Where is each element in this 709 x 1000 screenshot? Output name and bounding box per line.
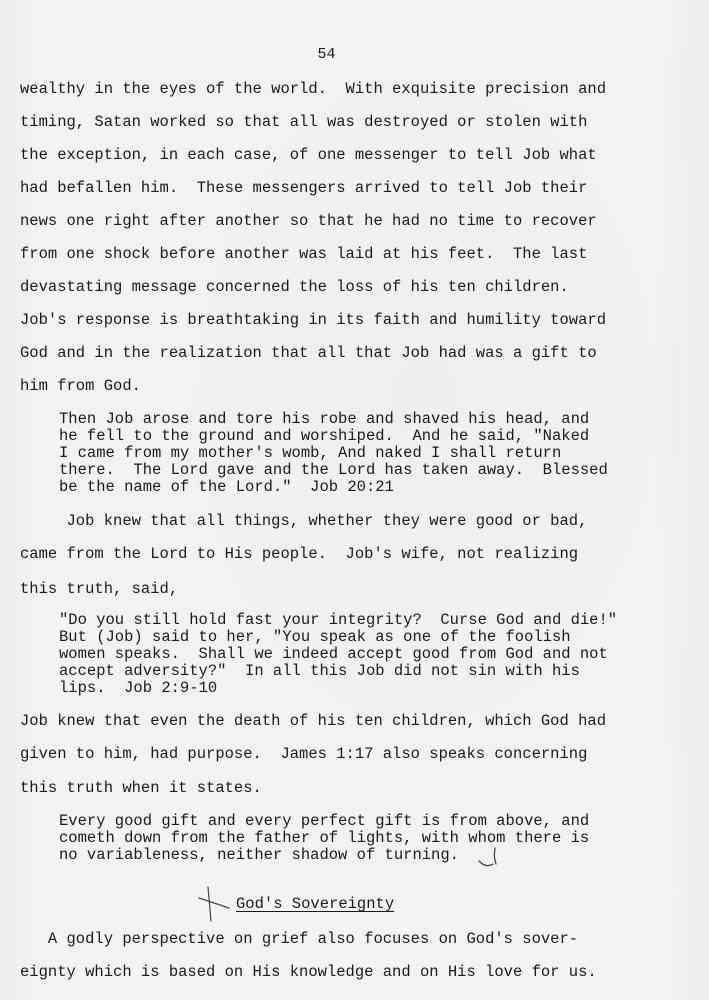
body-line: Job knew that even the death of his ten children, which God had xyxy=(20,712,606,730)
body-line: Job's response is breathtaking in its faith and humility toward xyxy=(20,311,606,329)
body-line: Job knew that all things, whether they were good or bad, xyxy=(20,512,588,530)
pencil-check-mark-icon xyxy=(476,844,502,870)
body-line: the exception, in each case, of one messenger to tell Job what xyxy=(20,146,597,164)
block-quote-line: no variableness, neither shadow of turning. xyxy=(59,846,459,864)
body-line: eignty which is based on His knowledge and on His love for us. xyxy=(20,963,597,981)
block-quote-line: there. The Lord gave and the Lord has taken away. Blessed xyxy=(59,461,608,479)
section-heading: God's Sovereignty xyxy=(236,895,395,913)
block-quote-line: Then Job arose and tore his robe and shaved his head, and xyxy=(59,410,590,428)
block-quote-line: But (Job) said to her, "You speak as one of the foolish xyxy=(59,628,571,646)
body-line: wealthy in the eyes of the world. With exquisite precision and xyxy=(20,80,606,98)
body-line: from one shock before another was laid at his feet. The last xyxy=(20,245,588,263)
block-quote-line: he fell to the ground and worshiped. And he said, "Naked xyxy=(59,427,590,445)
block-quote-line: I came from my mother's womb, And naked I shall return xyxy=(59,444,562,462)
body-line: had befallen him. These messengers arrived to tell Job their xyxy=(20,179,588,197)
block-quote-line: Every good gift and every perfect gift is from above, and xyxy=(59,812,590,830)
block-quote-line: accept adversity?" In all this Job did not sin with his xyxy=(59,662,580,680)
body-line: given to him, had purpose. James 1:17 also speaks concerning xyxy=(20,745,588,763)
body-line: this truth, said, xyxy=(20,580,179,598)
body-line: A godly perspective on grief also focuses on God's sover- xyxy=(20,930,579,948)
body-line: this truth when it states. xyxy=(20,779,262,797)
block-quote-line: women speaks. Shall we indeed accept good from God and not xyxy=(59,645,608,663)
body-line: devastating message concerned the loss of his ten children. xyxy=(20,278,569,296)
block-quote-line: be the name of the Lord." Job 20:21 xyxy=(59,478,394,496)
block-quote-line: "Do you still hold fast your integrity? Curse God and die!" xyxy=(59,611,618,629)
pencil-cross-mark-icon xyxy=(195,885,235,923)
block-quote-line: cometh down from the father of lights, with whom there is xyxy=(59,829,590,847)
body-line: timing, Satan worked so that all was destroyed or stolen with xyxy=(20,113,588,131)
page-number: 54 xyxy=(317,46,336,63)
body-line: him from God. xyxy=(20,377,141,395)
block-quote-line: lips. Job 2:9-10 xyxy=(59,679,218,697)
body-line: news one right after another so that he had no time to recover xyxy=(20,212,597,230)
body-line: God and in the realization that all that Job had was a gift to xyxy=(20,344,597,362)
body-line: came from the Lord to His people. Job's wife, not realizing xyxy=(20,545,579,563)
